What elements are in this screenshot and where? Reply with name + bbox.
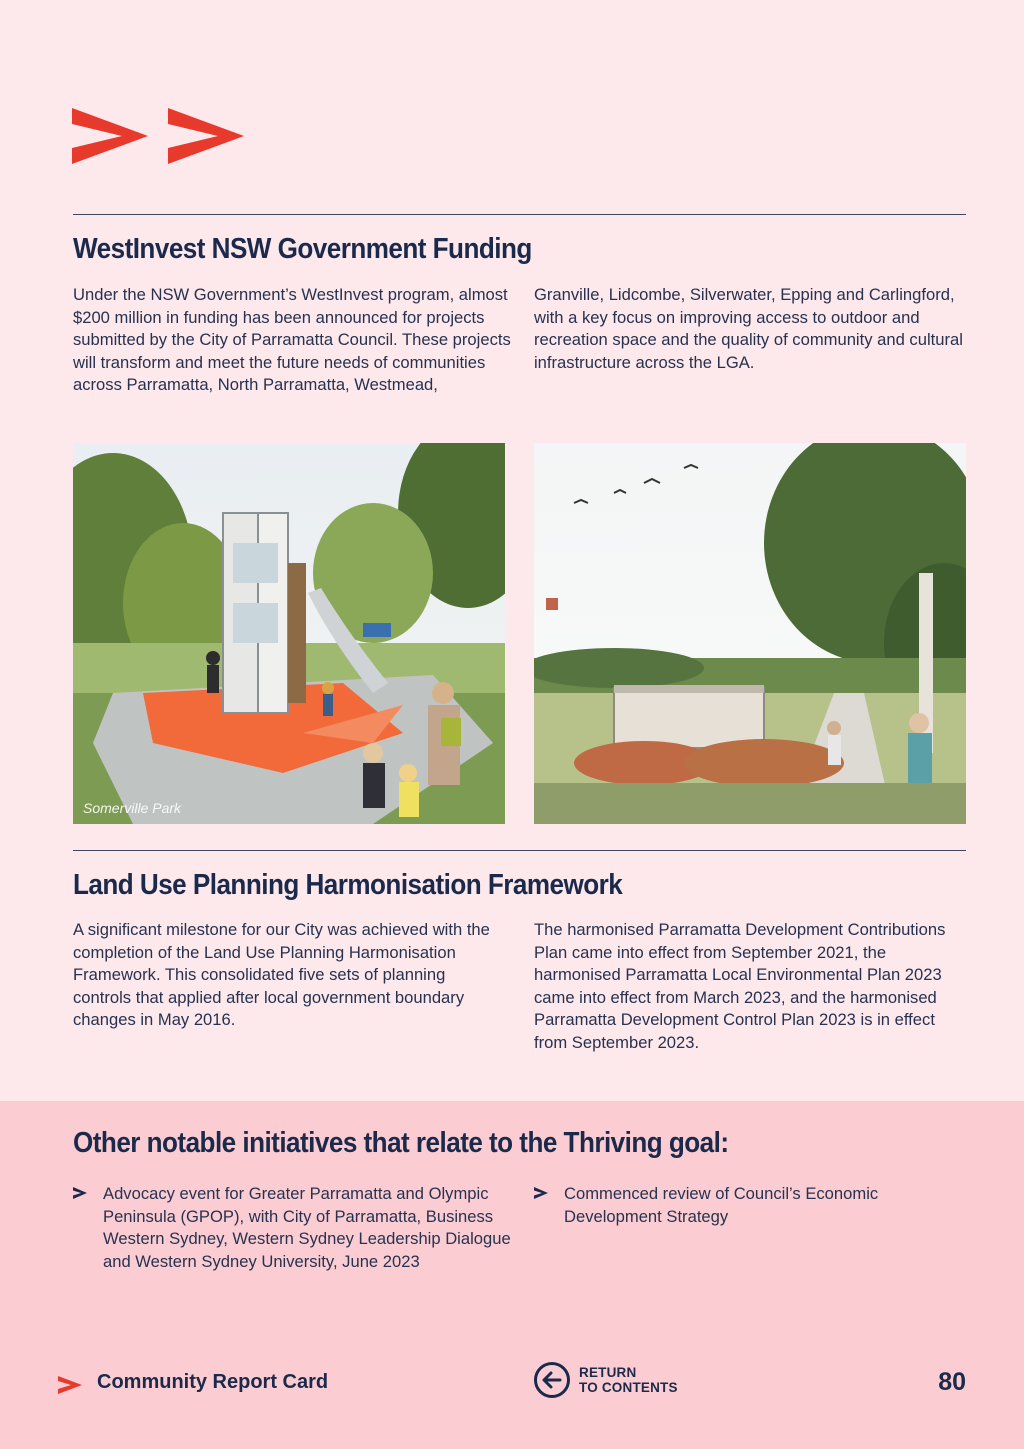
section-title-land-use: Land Use Planning Harmonisation Framework <box>73 869 623 901</box>
return-label-line2: TO CONTENTS <box>579 1380 678 1395</box>
divider <box>73 214 966 215</box>
footer-title: Community Report Card <box>97 1371 329 1393</box>
somerville-park-image <box>73 443 505 824</box>
chevron-right-icon <box>534 1187 548 1199</box>
land-use-paragraph-2: The harmonised Parramatta Development Contributions Plan came into effect from September 2021, the harmonised Parramatta Local Environmental Plan 2023 came into effect from March 2023, and the harmonised Parramatta Development Control Plan 2023 is in effect from September 2023. <box>534 920 946 1052</box>
image-caption: Somerville Park <box>83 800 182 816</box>
arrow-left-circle-icon <box>533 1361 571 1399</box>
list-item: Commenced review of Council’s Economic Development Strategy <box>564 1183 964 1228</box>
return-to-contents-button[interactable] <box>533 1361 678 1399</box>
initiatives-title: Other notable initiatives that relate to the Thriving goal: <box>73 1127 729 1159</box>
chevron-right-icon <box>58 1376 82 1394</box>
westinvest-paragraph-1: Under the NSW Government’s WestInvest program, almost $200 million in funding has been announced for projects submitted by the City of Parramatta Council. These projects will transform and meet the future needs of communities across Parramatta, North Parramatta, Westmead, <box>73 285 511 394</box>
land-use-paragraph-1: A significant milestone for our City was achieved with the completion of the Land Use Planning Harmonisation Framework. This consolidated five sets of planning controls that applied after local government boundary changes in May 2016. <box>73 920 490 1029</box>
westinvest-paragraph-2: Granville, Lidcombe, Silverwater, Epping and Carlingford, with a key focus on improving access to outdoor and recreation space and the quality of community and cultural infrastructure across the LGA. <box>534 285 963 372</box>
divider <box>73 850 966 851</box>
park-render-image <box>534 443 966 824</box>
list-item: Advocacy event for Greater Parramatta and Olympic Peninsula (GPOP), with City of Parramatta, Business Western Sydney, Western Sydney Leadership Dialogue and Western Sydney University, June 2023 <box>103 1183 513 1273</box>
double-chevron-icon <box>72 100 247 172</box>
return-label-line1: RETURN <box>579 1365 637 1380</box>
section-title-westinvest: WestInvest NSW Government Funding <box>73 233 532 265</box>
page-number: 80 <box>938 1368 966 1396</box>
chevron-right-icon <box>73 1187 87 1199</box>
